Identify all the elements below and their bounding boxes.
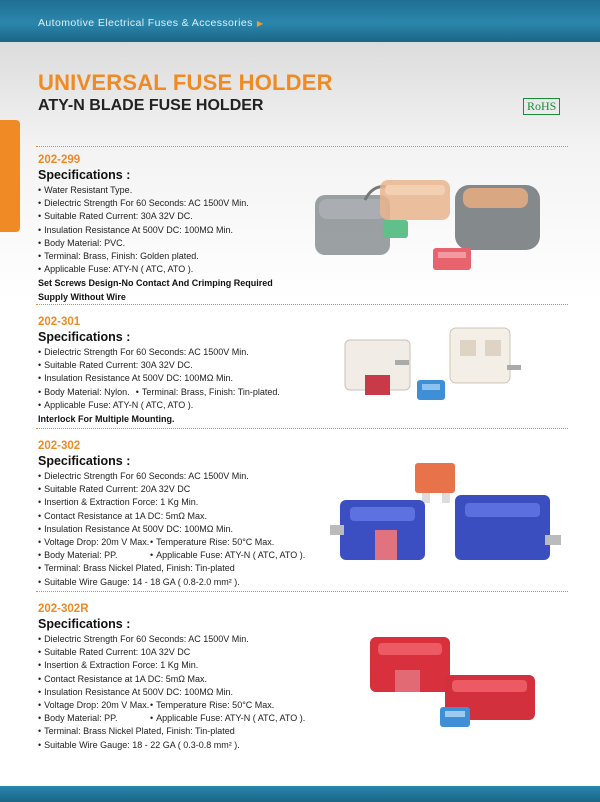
product-code: 202-301	[38, 316, 81, 328]
product-202-301	[38, 315, 280, 426]
spec-heading: Specifications :	[38, 168, 131, 182]
spec-line: • Insulation Resistance At 500V DC: 100MΩ Min.	[38, 523, 233, 534]
spec-line: • Terminal: Brass Nickel Plated, Finish: Tin-plated	[38, 563, 235, 574]
bottom-banner	[0, 786, 600, 802]
spec-line: • Suitable Rated Current: 10A 32V DC	[38, 647, 191, 658]
spec-heading: Specifications :	[38, 330, 131, 344]
spec-line: • Suitable Wire Gauge: 14 - 18 GA ( 0.8-2.0 mm² ).	[38, 576, 240, 587]
fuse-holder-202-302-image	[330, 455, 570, 585]
page-title: UNIVERSAL FUSE HOLDER	[38, 70, 333, 95]
spec-line: • Contact Resistance at 1A DC: 5mΩ Max.	[38, 673, 207, 684]
fuse-holder-202-299-image	[305, 170, 555, 280]
spec-line: • Terminal: Brass Nickel Plated, Finish: Tin-plated	[38, 726, 235, 737]
feature-note: Set Screws Design-No Contact And Crimping Required	[38, 278, 273, 289]
spec-line: • Dielectric Strength For 60 Seconds: AC 1500V Min.	[38, 198, 249, 209]
page-subtitle: ATY-N BLADE FUSE HOLDER	[38, 97, 264, 114]
spec-line: • Contact Resistance at 1A DC: 5mΩ Max.	[38, 510, 207, 521]
breadcrumb	[38, 17, 263, 29]
spec-line: • Voltage Drop: 20m V Max.• Temperature Rise: 50°C Max.	[38, 537, 275, 548]
spec-line: • Insertion & Extraction Force: 1 Kg Min.	[38, 497, 199, 508]
spec-line: • Insulation Resistance At 500V DC: 100MΩ Min.	[38, 224, 233, 235]
feature-note: Supply Without Wire	[38, 292, 126, 303]
spec-line: • Suitable Rated Current: 30A 32V DC.	[38, 360, 193, 371]
spec-line: • Insulation Resistance At 500V DC: 100MΩ Min.	[38, 373, 233, 384]
spec-line: • Dielectric Strength For 60 Seconds: AC 1500V Min.	[38, 471, 249, 481]
spec-line: • Applicable Fuse: ATY-N ( ATC, ATO ).	[38, 264, 194, 275]
breadcrumb-text: Automotive Electrical Fuses & Accessories	[38, 17, 253, 29]
spec-line: • Dielectric Strength For 60 Seconds: AC 1500V Min.	[38, 347, 249, 357]
spec-heading: Specifications :	[38, 454, 131, 468]
arrow-right-icon: ▶	[256, 19, 264, 28]
spec-line: • Insulation Resistance At 500V DC: 100MΩ Min.	[38, 686, 233, 697]
product-code: 202-302	[38, 440, 81, 452]
spec-line: • Body Material: PP. • Applicable Fuse: ATY-N ( ATC, ATO ).	[38, 713, 306, 724]
spec-line: • Dielectric Strength For 60 Seconds: AC 1500V Min.	[38, 634, 249, 644]
product-202-299	[38, 153, 273, 304]
divider	[36, 591, 568, 592]
feature-note: Interlock For Multiple Mounting.	[38, 414, 175, 425]
spec-line: • Applicable Fuse: ATY-N ( ATC, ATO ).	[38, 399, 194, 410]
product-202-302	[38, 439, 305, 589]
spec-line: • Insertion & Extraction Force: 1 Kg Min.	[38, 660, 199, 671]
fuse-holder-202-301-image	[335, 320, 550, 415]
spec-heading: Specifications :	[38, 617, 131, 631]
side-tab	[0, 120, 20, 232]
spec-line: • Body Material: PVC.	[38, 237, 126, 248]
top-banner	[0, 0, 600, 42]
divider	[36, 304, 568, 305]
spec-line: • Suitable Wire Gauge: 18 - 22 GA ( 0.3-0.8 mm² ).	[38, 739, 240, 750]
spec-line: • Body Material: Nylon. • Terminal: Brass, Finish: Tin-plated.	[38, 386, 280, 397]
spec-line: • Water Resistant Type.	[38, 185, 133, 195]
spec-line: • Voltage Drop: 20m V Max.• Temperature Rise: 50°C Max.	[38, 700, 275, 711]
spec-line: • Terminal: Brass, Finish: Golden plated.	[38, 251, 199, 262]
spec-line: • Suitable Rated Current: 20A 32V DC	[38, 484, 191, 495]
spec-line: • Suitable Rated Current: 30A 32V DC.	[38, 211, 193, 222]
rohs-badge: RoHS	[523, 98, 560, 115]
fuse-holder-202-302r-image	[360, 625, 550, 740]
spec-line: • Body Material: PP. • Applicable Fuse: ATY-N ( ATC, ATO ).	[38, 550, 306, 561]
product-202-302r	[38, 602, 305, 752]
product-code: 202-302R	[38, 603, 89, 615]
product-code: 202-299	[38, 154, 81, 166]
divider	[36, 428, 568, 429]
divider	[36, 146, 568, 147]
